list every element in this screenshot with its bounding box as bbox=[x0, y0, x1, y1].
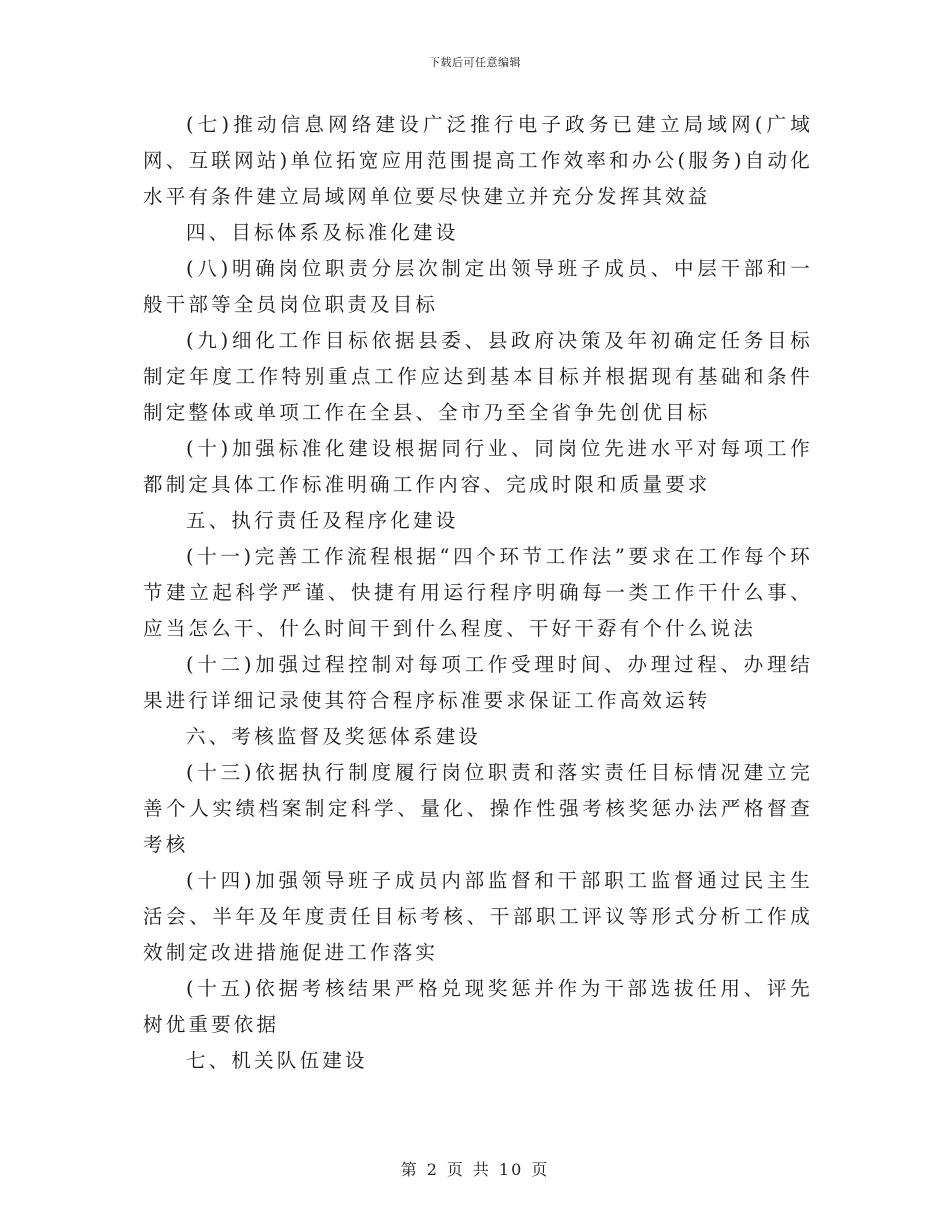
paragraph-item-13: (十三)依据执行制度履行岗位职责和落实责任目标情况建立完善个人实绩档案制定科学、量化、操作性强考核奖惩办法严格督查考核 bbox=[143, 761, 813, 856]
paragraph-item-11: (十一)完善工作流程根据“四个环节工作法”要求在工作每个环节建立起科学严谨、快捷有用运行程序明确每一类工作干什么事、应当怎么干、什么时间干到什么程度、干好干孬有个什么说法 bbox=[143, 545, 813, 640]
section-heading-4: 四、目标体系及标准化建设 bbox=[186, 221, 459, 244]
section-heading-5: 五、执行责任及程序化建设 bbox=[186, 509, 459, 532]
section-heading-6: 六、考核监督及奖惩体系建设 bbox=[186, 725, 482, 748]
paragraph-item-10: (十)加强标准化建设根据同行业、同岗位先进水平对每项工作都制定具体工作标准明确工作内容、完成时限和质量要求 bbox=[143, 437, 813, 496]
section-heading-7: 七、机关队伍建设 bbox=[186, 1049, 368, 1072]
footer-prefix: 第 bbox=[400, 1160, 419, 1179]
paragraph-item-12: (十二)加强过程控制对每项工作受理时间、办理过程、办理结果进行详细记录使其符合程序标准要求保证工作高效运转 bbox=[143, 653, 813, 712]
page-header-note: 下载后可任意编辑 bbox=[429, 56, 521, 69]
paragraph-item-14: (十四)加强领导班子成员内部监督和干部职工监督通过民主生活会、半年及年度责任目标考核、干部职工评议等形式分析工作成效制定改进措施促进工作落实 bbox=[143, 869, 813, 964]
paragraph-item-8: (八)明确岗位职责分层次制定出领导班子成员、中层干部和一般干部等全员岗位职责及目标 bbox=[143, 257, 813, 316]
document-body bbox=[143, 107, 813, 1079]
paragraph-item-15: (十五)依据考核结果严格兑现奖惩并作为干部选拔任用、评先树优重要依据 bbox=[143, 977, 813, 1036]
page-number-footer bbox=[0, 1157, 950, 1180]
footer-page-word: 页 bbox=[446, 1160, 465, 1179]
paragraph-item-7: (七)推动信息网络建设广泛推行电子政务已建立局域网(广域网、互联网站)单位拓宽应用范围提高工作效率和办公(服务)自动化水平有条件建立局域网单位要尽快建立并充分发挥其效益 bbox=[143, 113, 813, 208]
footer-suffix: 页 bbox=[531, 1160, 550, 1179]
total-pages-number: 10 bbox=[498, 1160, 524, 1179]
footer-total-word: 共 bbox=[472, 1160, 491, 1179]
paragraph-item-9: (九)细化工作目标依据县委、县政府决策及年初确定任务目标制定年度工作特别重点工作应达到基本目标并根据现有基础和条件制定整体或单项工作在全县、全市乃至全省争先创优目标 bbox=[143, 329, 813, 424]
current-page-number: 2 bbox=[426, 1160, 439, 1179]
